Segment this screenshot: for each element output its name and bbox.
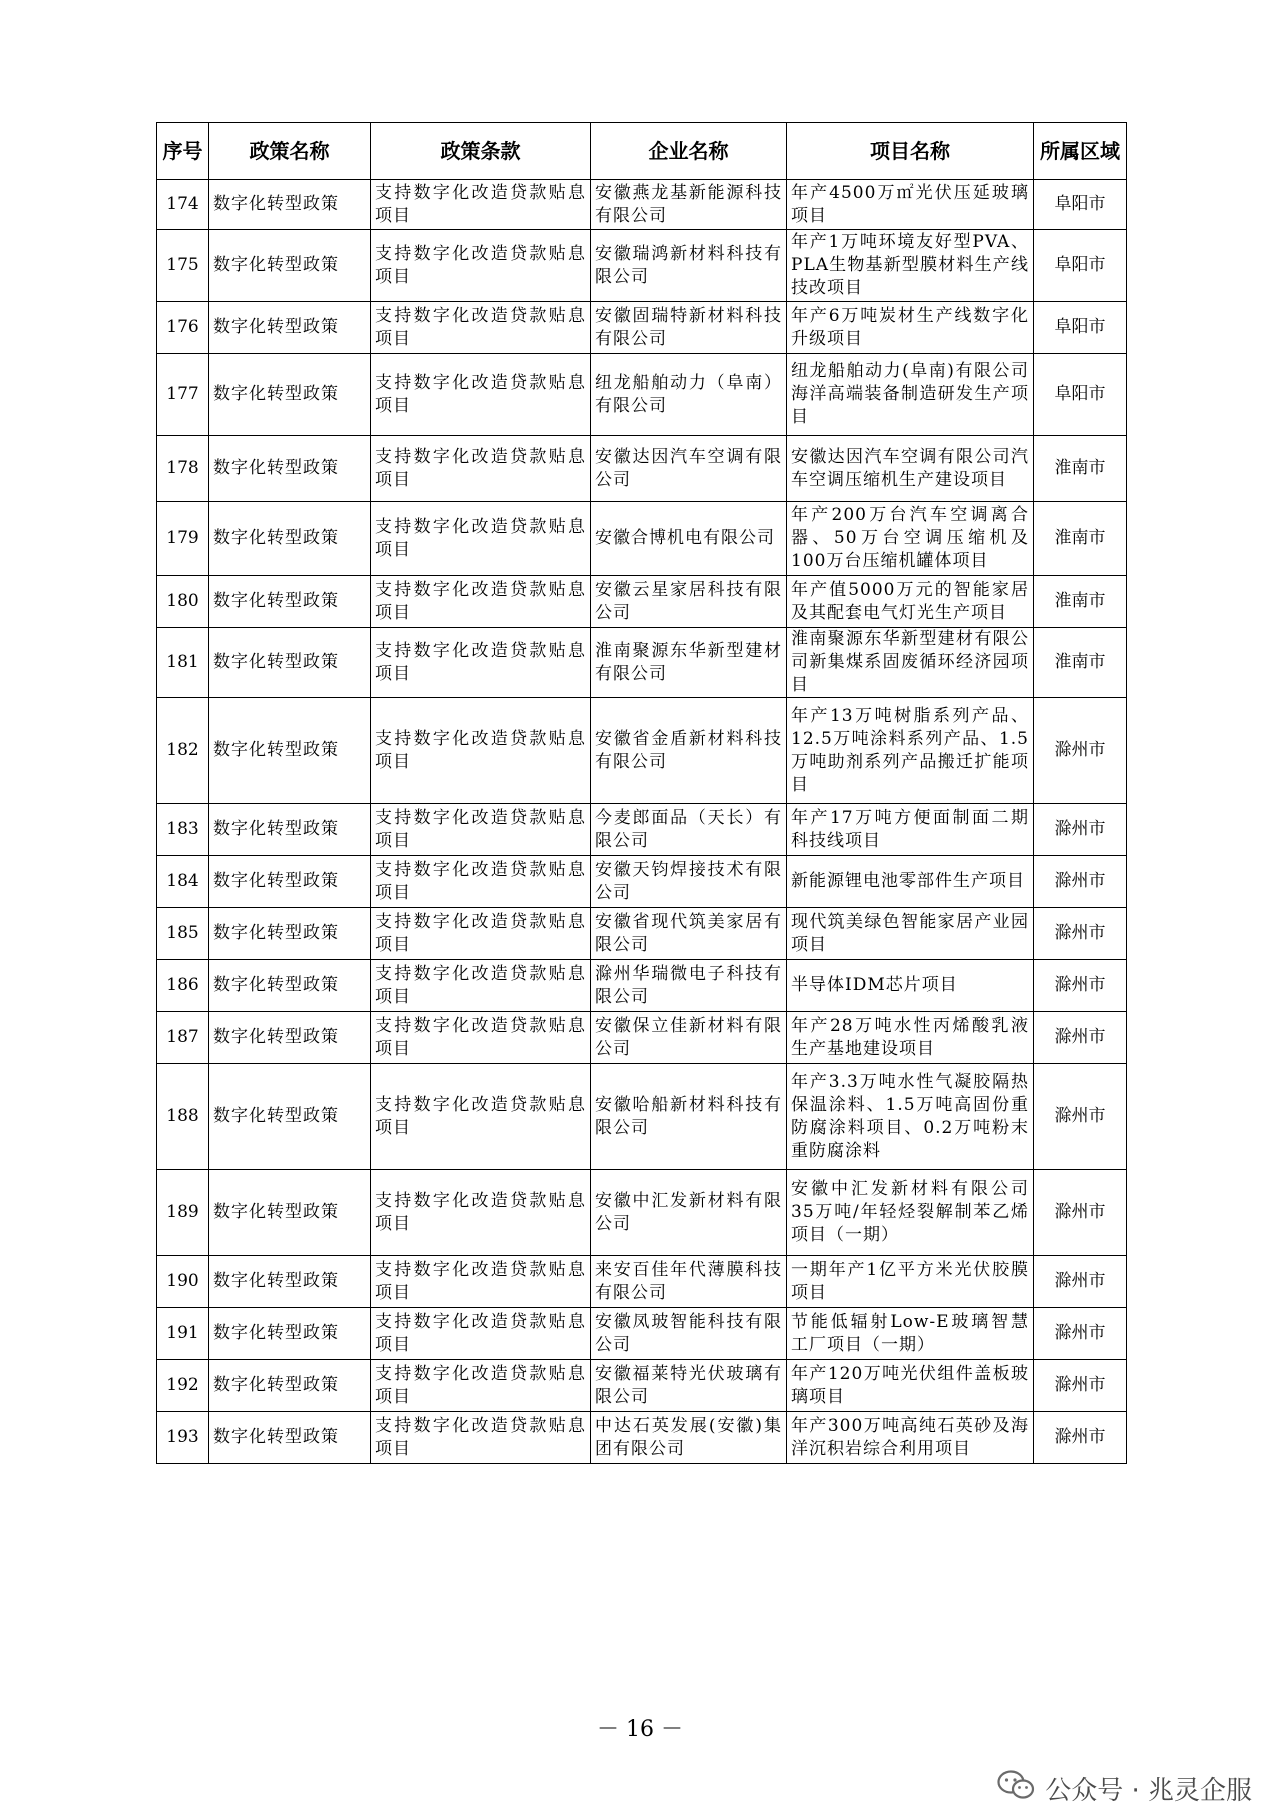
cell-region: 滁州市 (1034, 804, 1127, 856)
cell-region: 滁州市 (1034, 1170, 1127, 1256)
cell-project-name: 年产3.3万吨水性气凝胶隔热保温涂料、1.5万吨高固份重防腐涂料项目、0.2万吨粉末重防腐涂料 (787, 1064, 1034, 1170)
cell-policy-clause: 支持数字化改造贷款贴息项目 (371, 856, 591, 908)
cell-policy-name: 数字化转型政策 (209, 1360, 371, 1412)
table-row (157, 576, 1127, 628)
cell-region: 阜阳市 (1034, 354, 1127, 436)
cell-project-name: 年产13万吨树脂系列产品、12.5万吨涂料系列产品、1.5万吨助剂系列产品搬迁扩能项目 (787, 698, 1034, 804)
cell-region: 滁州市 (1034, 960, 1127, 1012)
policy-table (156, 122, 1127, 1464)
cell-policy-name: 数字化转型政策 (209, 302, 371, 354)
cell-policy-clause: 支持数字化改造贷款贴息项目 (371, 908, 591, 960)
cell-region: 滁州市 (1034, 1012, 1127, 1064)
cell-index: 184 (157, 856, 209, 908)
cell-policy-name: 数字化转型政策 (209, 1012, 371, 1064)
cell-region: 淮南市 (1034, 436, 1127, 502)
table-row (157, 1012, 1127, 1064)
header-policy-name: 政策名称 (209, 123, 371, 180)
cell-company-name: 安徽中汇发新材料有限公司 (591, 1170, 787, 1256)
cell-policy-clause: 支持数字化改造贷款贴息项目 (371, 1170, 591, 1256)
cell-project-name: 安徽中汇发新材料有限公司35万吨/年轻烃裂解制苯乙烯项目（一期） (787, 1170, 1034, 1256)
cell-company-name: 安徽燕龙基新能源科技有限公司 (591, 180, 787, 230)
cell-policy-name: 数字化转型政策 (209, 576, 371, 628)
cell-policy-clause: 支持数字化改造贷款贴息项目 (371, 1064, 591, 1170)
cell-project-name: 安徽达因汽车空调有限公司汽车空调压缩机生产建设项目 (787, 436, 1034, 502)
cell-policy-name: 数字化转型政策 (209, 1412, 371, 1464)
table-row (157, 1360, 1127, 1412)
cell-region: 淮南市 (1034, 502, 1127, 576)
table-row (157, 1412, 1127, 1464)
header-index: 序号 (157, 123, 209, 180)
table-row (157, 1064, 1127, 1170)
cell-region: 阜阳市 (1034, 302, 1127, 354)
cell-index: 189 (157, 1170, 209, 1256)
cell-company-name: 安徽省金盾新材料科技有限公司 (591, 698, 787, 804)
cell-project-name: 年产28万吨水性丙烯酸乳液生产基地建设项目 (787, 1012, 1034, 1064)
cell-policy-clause: 支持数字化改造贷款贴息项目 (371, 1308, 591, 1360)
cell-index: 193 (157, 1412, 209, 1464)
cell-index: 191 (157, 1308, 209, 1360)
cell-company-name: 安徽保立佳新材料有限公司 (591, 1012, 787, 1064)
table-row (157, 1256, 1127, 1308)
table-row (157, 302, 1127, 354)
cell-index: 177 (157, 354, 209, 436)
cell-project-name: 年产300万吨高纯石英砂及海洋沉积岩综合利用项目 (787, 1412, 1034, 1464)
cell-policy-name: 数字化转型政策 (209, 180, 371, 230)
cell-region: 滁州市 (1034, 1360, 1127, 1412)
table-row (157, 1308, 1127, 1360)
cell-policy-name: 数字化转型政策 (209, 230, 371, 302)
cell-company-name: 安徽固瑞特新材料科技有限公司 (591, 302, 787, 354)
cell-policy-clause: 支持数字化改造贷款贴息项目 (371, 804, 591, 856)
table-row (157, 698, 1127, 804)
cell-policy-clause: 支持数字化改造贷款贴息项目 (371, 180, 591, 230)
cell-index: 178 (157, 436, 209, 502)
cell-project-name: 年产4500万㎡光伏压延玻璃项目 (787, 180, 1034, 230)
table-row (157, 502, 1127, 576)
cell-company-name: 安徽合博机电有限公司 (591, 502, 787, 576)
cell-company-name: 安徽达因汽车空调有限公司 (591, 436, 787, 502)
cell-policy-clause: 支持数字化改造贷款贴息项目 (371, 502, 591, 576)
cell-policy-name: 数字化转型政策 (209, 1170, 371, 1256)
cell-policy-clause: 支持数字化改造贷款贴息项目 (371, 230, 591, 302)
cell-index: 180 (157, 576, 209, 628)
cell-project-name: 年产120万吨光伏组件盖板玻璃项目 (787, 1360, 1034, 1412)
table-row (157, 804, 1127, 856)
cell-project-name: 年产6万吨炭材生产线数字化升级项目 (787, 302, 1034, 354)
cell-project-name: 一期年产1亿平方米光伏胶膜项目 (787, 1256, 1034, 1308)
cell-company-name: 安徽省现代筑美家居有限公司 (591, 908, 787, 960)
cell-project-name: 纽龙船舶动力(阜南)有限公司海洋高端装备制造研发生产项目 (787, 354, 1034, 436)
cell-policy-clause: 支持数字化改造贷款贴息项目 (371, 1360, 591, 1412)
cell-region: 滁州市 (1034, 1412, 1127, 1464)
cell-index: 174 (157, 180, 209, 230)
cell-region: 滁州市 (1034, 856, 1127, 908)
cell-company-name: 安徽瑞鸿新材料科技有限公司 (591, 230, 787, 302)
cell-index: 183 (157, 804, 209, 856)
cell-policy-name: 数字化转型政策 (209, 628, 371, 698)
cell-region: 阜阳市 (1034, 230, 1127, 302)
cell-company-name: 中达石英发展(安徽)集团有限公司 (591, 1412, 787, 1464)
cell-region: 滁州市 (1034, 1256, 1127, 1308)
table-row (157, 856, 1127, 908)
cell-index: 190 (157, 1256, 209, 1308)
cell-index: 188 (157, 1064, 209, 1170)
cell-policy-clause: 支持数字化改造贷款贴息项目 (371, 1012, 591, 1064)
cell-project-name: 年产值5000万元的智能家居及其配套电气灯光生产项目 (787, 576, 1034, 628)
cell-index: 179 (157, 502, 209, 576)
table-row (157, 908, 1127, 960)
table-row (157, 354, 1127, 436)
cell-index: 187 (157, 1012, 209, 1064)
cell-policy-name: 数字化转型政策 (209, 804, 371, 856)
table-row (157, 230, 1127, 302)
cell-region: 淮南市 (1034, 628, 1127, 698)
cell-policy-name: 数字化转型政策 (209, 908, 371, 960)
cell-project-name: 半导体IDM芯片项目 (787, 960, 1034, 1012)
cell-policy-name: 数字化转型政策 (209, 1064, 371, 1170)
cell-index: 192 (157, 1360, 209, 1412)
cell-policy-clause: 支持数字化改造贷款贴息项目 (371, 436, 591, 502)
cell-policy-clause: 支持数字化改造贷款贴息项目 (371, 698, 591, 804)
header-company-name: 企业名称 (591, 123, 787, 180)
table-row (157, 1170, 1127, 1256)
cell-policy-name: 数字化转型政策 (209, 436, 371, 502)
cell-policy-name: 数字化转型政策 (209, 960, 371, 1012)
cell-project-name: 淮南聚源东华新型建材有限公司新集煤系固废循环经济园项目 (787, 628, 1034, 698)
cell-project-name: 年产200万台汽车空调离合器、50万台空调压缩机及100万台压缩机罐体项目 (787, 502, 1034, 576)
header-region: 所属区域 (1034, 123, 1127, 180)
cell-project-name: 年产17万吨方便面制面二期科技线项目 (787, 804, 1034, 856)
cell-region: 滁州市 (1034, 1308, 1127, 1360)
table-row (157, 628, 1127, 698)
cell-project-name: 节能低辐射Low-E玻璃智慧工厂项目（一期） (787, 1308, 1034, 1360)
cell-policy-clause: 支持数字化改造贷款贴息项目 (371, 628, 591, 698)
table-row (157, 960, 1127, 1012)
cell-index: 185 (157, 908, 209, 960)
cell-region: 阜阳市 (1034, 180, 1127, 230)
cell-region: 滁州市 (1034, 698, 1127, 804)
cell-policy-name: 数字化转型政策 (209, 1308, 371, 1360)
cell-company-name: 安徽哈船新材料科技有限公司 (591, 1064, 787, 1170)
cell-company-name: 安徽福莱特光伏玻璃有限公司 (591, 1360, 787, 1412)
cell-policy-name: 数字化转型政策 (209, 856, 371, 908)
table-row (157, 180, 1127, 230)
watermark (997, 1768, 1252, 1808)
cell-region: 滁州市 (1034, 908, 1127, 960)
cell-policy-clause: 支持数字化改造贷款贴息项目 (371, 576, 591, 628)
cell-project-name: 新能源锂电池零部件生产项目 (787, 856, 1034, 908)
table-header-row (157, 123, 1127, 180)
cell-policy-name: 数字化转型政策 (209, 698, 371, 804)
cell-project-name: 年产1万吨环境友好型PVA、PLA生物基新型膜材料生产线技改项目 (787, 230, 1034, 302)
cell-company-name: 来安百佳年代薄膜科技有限公司 (591, 1256, 787, 1308)
cell-company-name: 安徽凤玻智能科技有限公司 (591, 1308, 787, 1360)
cell-company-name: 滁州华瑞微电子科技有限公司 (591, 960, 787, 1012)
cell-project-name: 现代筑美绿色智能家居产业园项目 (787, 908, 1034, 960)
cell-index: 175 (157, 230, 209, 302)
cell-policy-clause: 支持数字化改造贷款贴息项目 (371, 302, 591, 354)
cell-index: 176 (157, 302, 209, 354)
cell-policy-clause: 支持数字化改造贷款贴息项目 (371, 354, 591, 436)
cell-policy-clause: 支持数字化改造贷款贴息项目 (371, 1256, 591, 1308)
header-project-name: 项目名称 (787, 123, 1034, 180)
cell-policy-clause: 支持数字化改造贷款贴息项目 (371, 1412, 591, 1464)
page-number: － 16 － (597, 1717, 683, 1742)
wechat-icon (997, 1769, 1035, 1808)
cell-index: 186 (157, 960, 209, 1012)
cell-policy-clause: 支持数字化改造贷款贴息项目 (371, 960, 591, 1012)
cell-policy-name: 数字化转型政策 (209, 1256, 371, 1308)
cell-policy-name: 数字化转型政策 (209, 502, 371, 576)
cell-company-name: 安徽天钧焊接技术有限公司 (591, 856, 787, 908)
cell-region: 淮南市 (1034, 576, 1127, 628)
cell-policy-name: 数字化转型政策 (209, 354, 371, 436)
cell-company-name: 今麦郎面品（天长）有限公司 (591, 804, 787, 856)
cell-index: 181 (157, 628, 209, 698)
cell-company-name: 淮南聚源东华新型建材有限公司 (591, 628, 787, 698)
cell-company-name: 纽龙船舶动力（阜南）有限公司 (591, 354, 787, 436)
table-row (157, 436, 1127, 502)
header-policy-clause: 政策条款 (371, 123, 591, 180)
cell-region: 滁州市 (1034, 1064, 1127, 1170)
watermark-text: 公众号 · 兆灵企服 (1045, 1775, 1252, 1806)
cell-index: 182 (157, 698, 209, 804)
cell-company-name: 安徽云星家居科技有限公司 (591, 576, 787, 628)
